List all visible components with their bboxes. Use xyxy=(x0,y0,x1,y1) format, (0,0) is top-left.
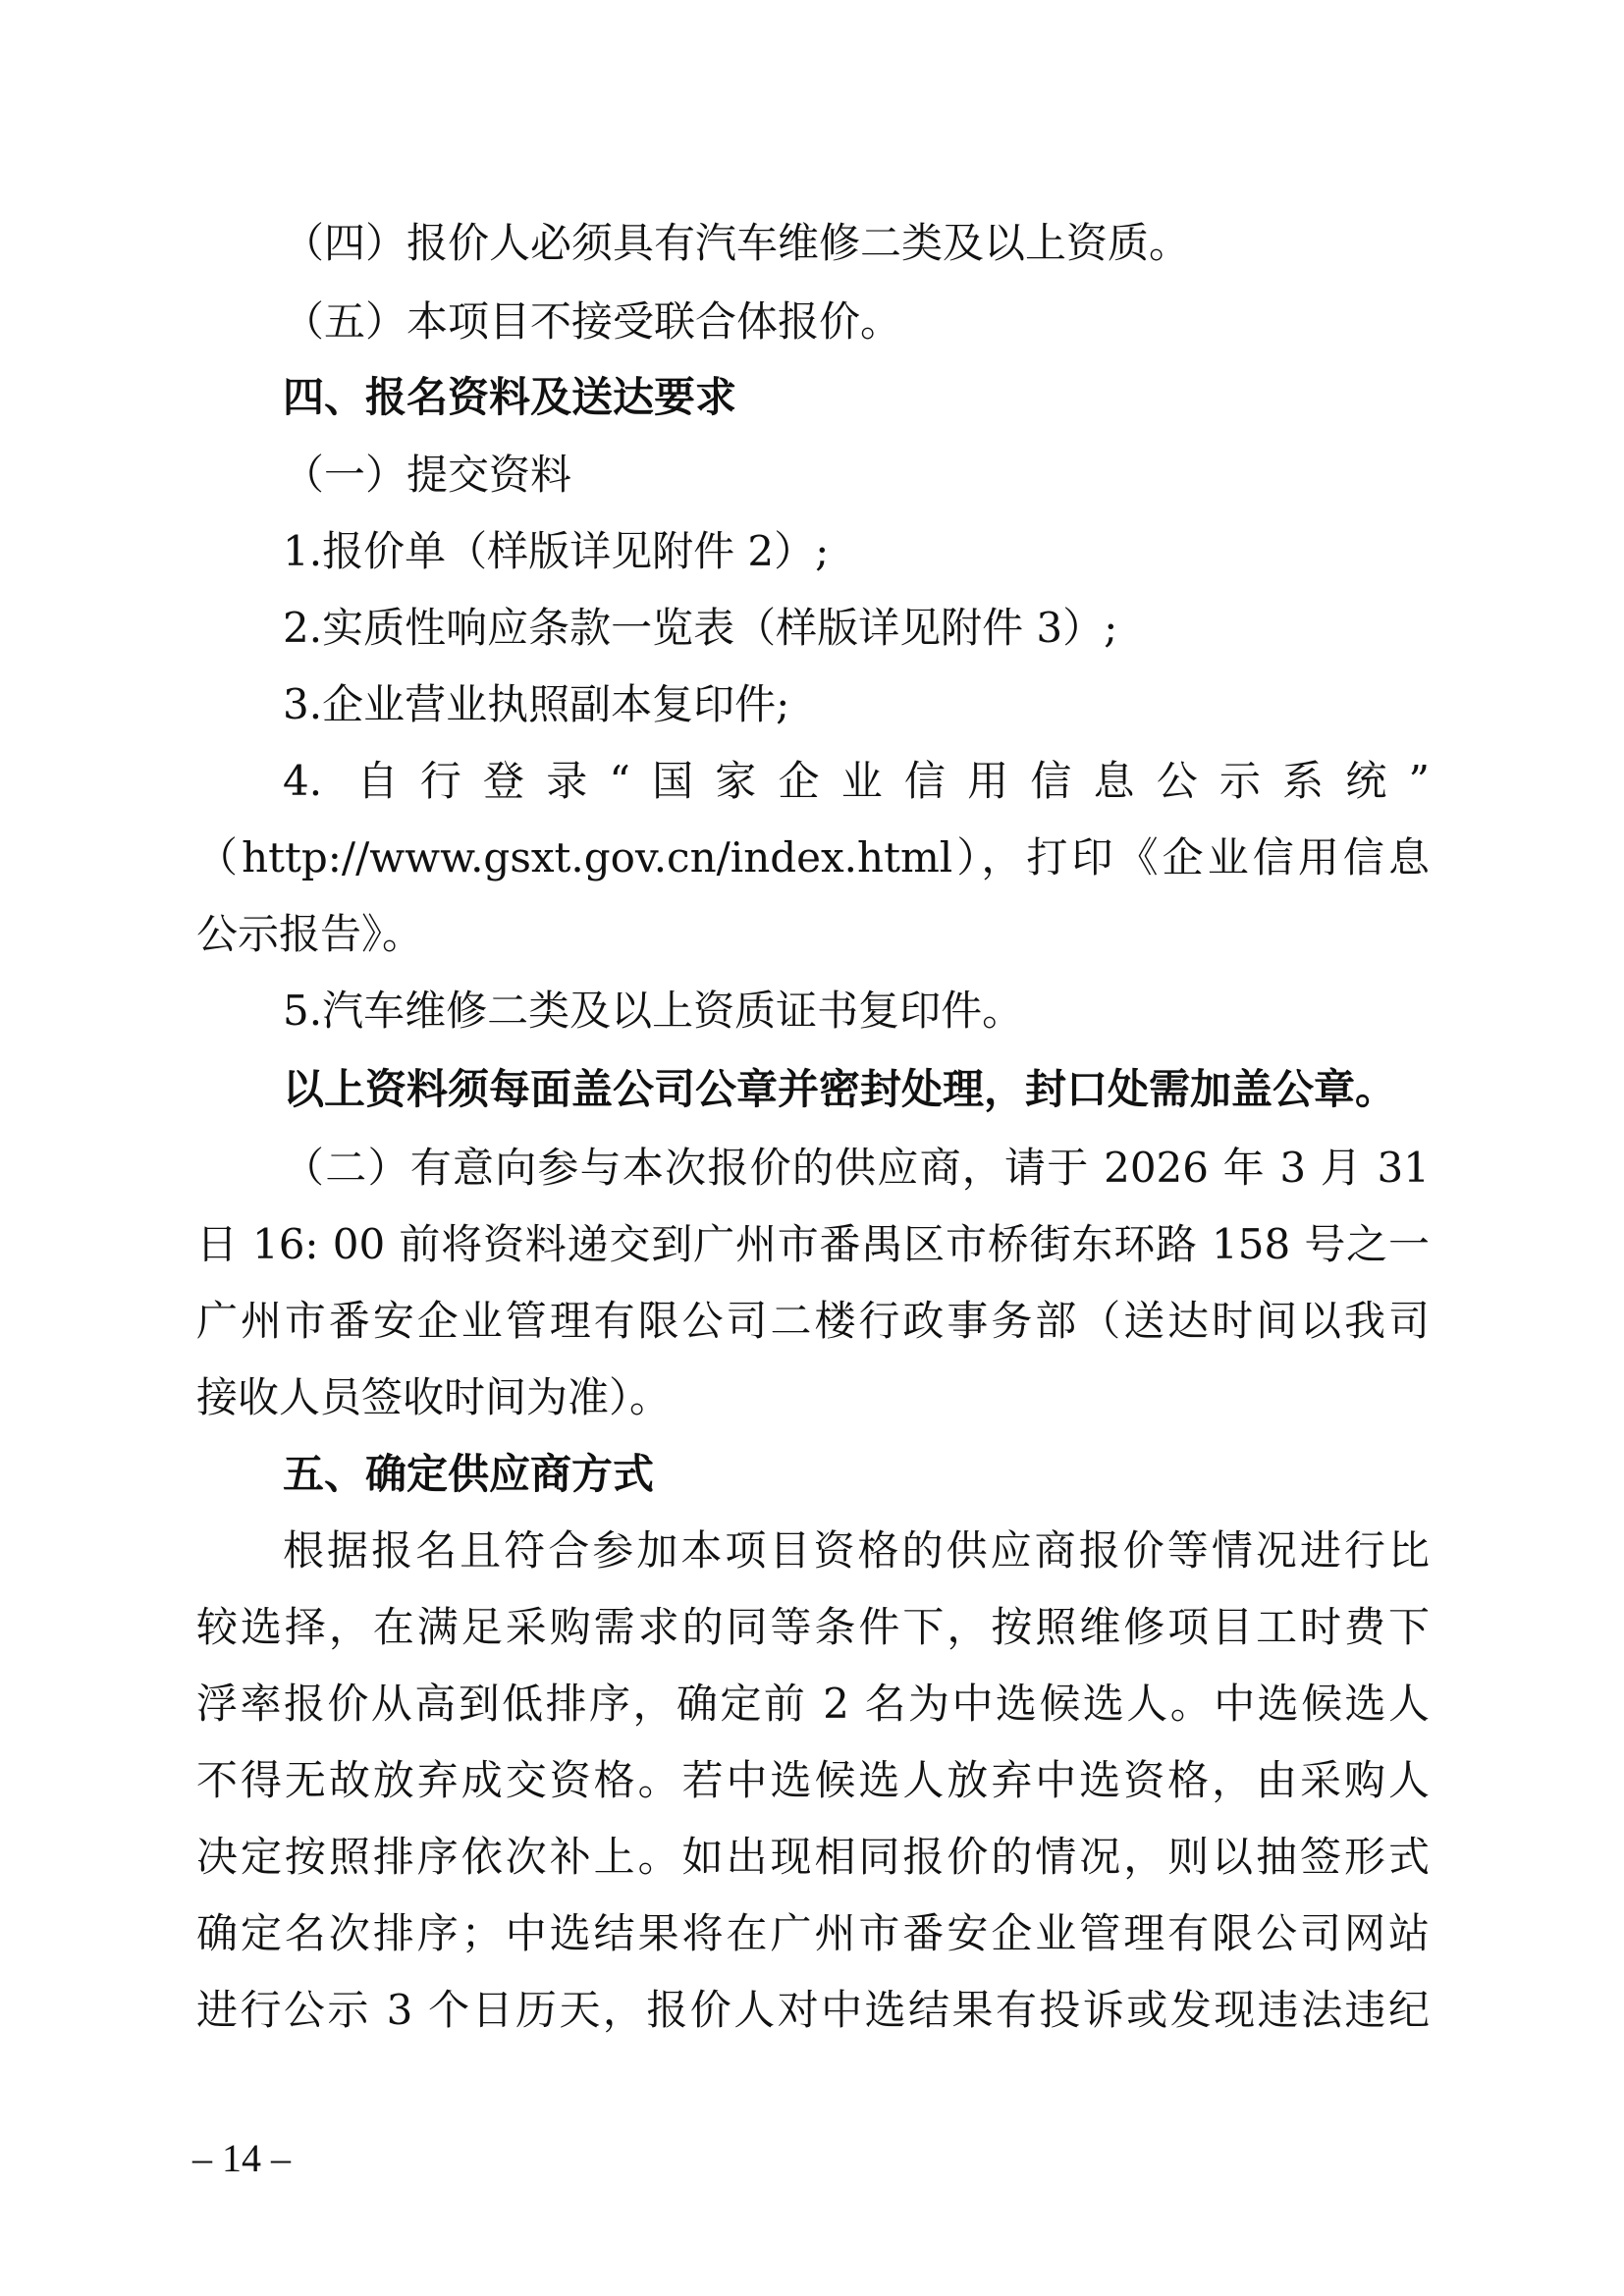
list-item-business-license: 3.企业营业执照副本复印件; xyxy=(283,680,790,728)
selection-paragraph-line4: 不得无故放弃成交资格。若中选候选人放弃中选资格，由采购人 xyxy=(196,1756,1430,1804)
selection-paragraph-line3: 浮率报价从高到低排序，确定前 2 名为中选候选人。中选候选人 xyxy=(196,1680,1430,1728)
delivery-paragraph-line2: 日 16: 00 前将资料递交到广州市番禺区市桥街东环路 158 号之一 xyxy=(196,1220,1430,1268)
section-heading-registration: 四、报名资料及送达要求 xyxy=(283,373,737,421)
delivery-paragraph-line3: 广州市番安企业管理有限公司二楼行政事务部（送达时间以我司 xyxy=(196,1297,1430,1345)
selection-paragraph-line6: 确定名次排序；中选结果将在广州市番安企业管理有限公司网站 xyxy=(196,1909,1430,1957)
delivery-paragraph-line1: （二）有意向参与本次报价的供应商，请于 2026 年 3 月 31 xyxy=(283,1144,1430,1192)
list-item-credit-report-line1: 4. 自行登录“国家企业信用信息公示系统” xyxy=(283,757,1430,805)
selection-paragraph-line2: 较选择，在满足采购需求的同等条件下，按照维修项目工时费下 xyxy=(196,1603,1430,1651)
clause-five-no-consortium: （五）本项目不接受联合体报价。 xyxy=(283,297,902,346)
list-item-credit-report-line2: （http://www.gsxt.gov.cn/index.html），打印《企业信用信息 xyxy=(196,833,1430,881)
seal-requirement-note: 以上资料须每面盖公司公章并密封处理，封口处需加盖公章。 xyxy=(283,1065,1397,1113)
subheading-submit-materials: （一）提交资料 xyxy=(283,451,572,499)
section-heading-supplier-selection: 五、确定供应商方式 xyxy=(283,1450,655,1498)
list-item-credit-report-line3: 公示报告》。 xyxy=(196,910,424,958)
clause-four-qualification: （四）报价人必须具有汽车维修二类及以上资质。 xyxy=(283,219,1191,267)
delivery-paragraph-line4: 接收人员签收时间为准）。 xyxy=(196,1373,672,1421)
list-item-quote-form: 1.报价单（样版详见附件 2）; xyxy=(283,527,830,575)
list-item-response-table: 2.实质性响应条款一览表（样版详见附件 3）; xyxy=(283,604,1118,652)
selection-paragraph-line5: 决定按照排序依次补上。如出现相同报价的情况，则以抽签形式 xyxy=(196,1833,1430,1881)
page-number: – 14 – xyxy=(192,2136,291,2180)
list-item-repair-certificate: 5.汽车维修二类及以上资质证书复印件。 xyxy=(283,987,1024,1035)
selection-paragraph-line1: 根据报名且符合参加本项目资格的供应商报价等情况进行比 xyxy=(283,1526,1430,1575)
selection-paragraph-line7: 进行公示 3 个日历天，报价人对中选结果有投诉或发现违法违纪 xyxy=(196,1986,1430,2034)
